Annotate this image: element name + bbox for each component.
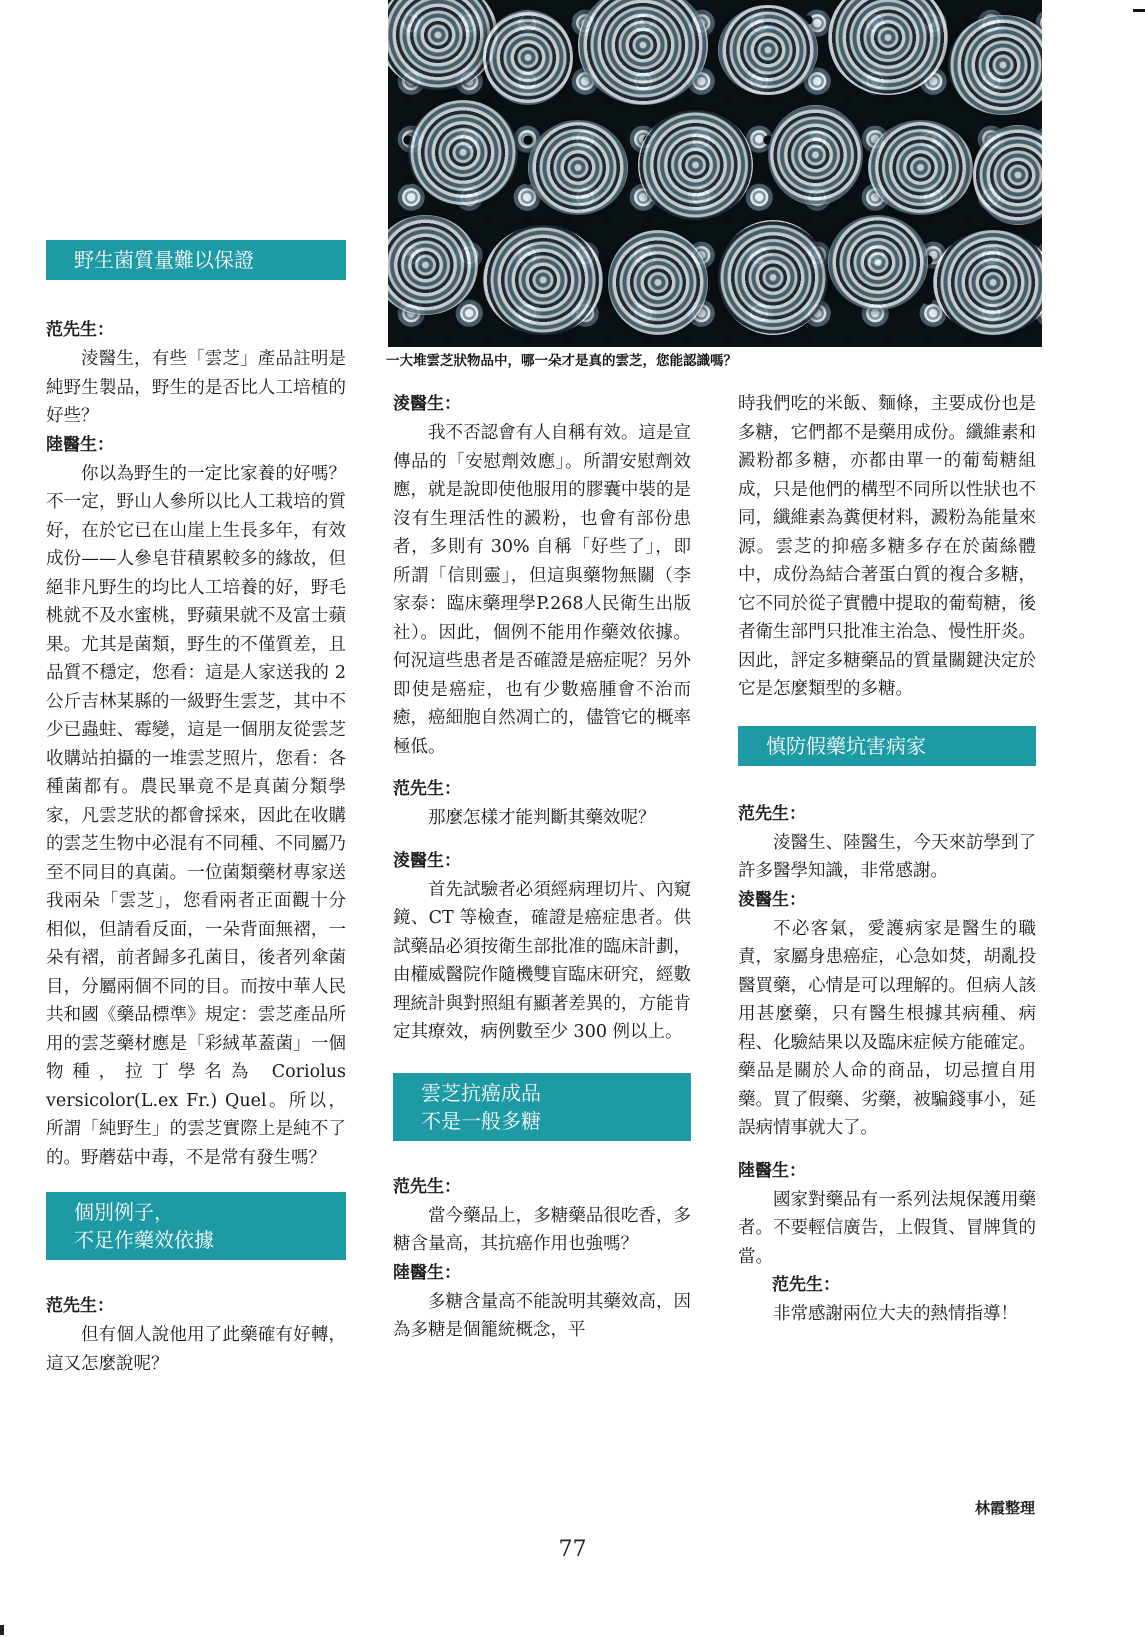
heading-line: 個別例子， [74, 1200, 174, 1224]
section-heading: 慎防假藥坑害病家 [738, 726, 1036, 766]
column-2 [393, 390, 691, 1345]
dialogue-text: 多糖含量高不能說明其藥效高，因為多糖是個籠統概念，平 [393, 1291, 691, 1340]
heading-line: 不是一般多糖 [421, 1108, 541, 1133]
column-1 [46, 240, 346, 1378]
photo-caption: 一大堆雲芝狀物品中，哪一朵才是真的雲芝，您能認識嗎？ [386, 353, 737, 369]
section-heading [393, 1073, 691, 1141]
mushroom-photo [388, 0, 1042, 347]
speaker-label: 陸醫生： [393, 1262, 461, 1283]
speaker-label: 陸醫生： [46, 434, 114, 455]
dialogue-text: 國家對藥品有一系列法規保護用藥者。不要輕信廣告，上假貨、冒牌貨的當。 [738, 1189, 1036, 1267]
speaker-label: 范先生： [772, 1275, 840, 1295]
column-3 [738, 390, 1036, 1329]
dialogue-text: 你以為野生的一定比家養的好嗎？不一定，野山人參所以比人工栽培的質好，在於它已在山崖上生長多年，有效成份——人參皂苷積累較多的緣故，但絕非凡野生的均比人工培養的好，野毛桃就不及水蜜桃，野蘋果就不及富士蘋果。尤其是菌類，野生的不僅質差，且品質不穩定，您看：這是人家送我的 2 公斤吉林某縣的一級野生雲芝，其中不少已蟲蛀、霉變，這是一個朋友從雲芝收購站拍攝的一堆雲芝照片，您看：各種菌都有。農民畢竟不是真菌分類學家，凡雲芝狀的都會採來，因此在收購的雲芝生物中必混有不同種、不同屬乃至不同目的真菌。一位菌類藥材專家送我兩朵「雲芝」，您看兩者正面觀十分相似，但請看反面，一朵背面無褶，一朵有褶，前者歸多孔菌目，後者列傘菌目，分屬兩個不同的目。而按中華人民共和國《藥品標準》規定：雲芝產品所用的雲芝藥材應是「彩絨革蓋菌」一個物種，拉丁學名為 Coriolus versicolor(L.ex Fr.) Quel。所以，所謂「純野生」的雲芝實際上是純不了的。野蘑菇中毒，不是常有發生嗎？ [46, 463, 346, 1168]
section-heading [46, 1192, 346, 1260]
editor-credit: 林霞整理 [974, 1499, 1035, 1517]
dialogue-text: 那麼怎樣才能判斷其藥效呢？ [428, 808, 656, 828]
speaker-label: 范先生： [46, 1296, 114, 1316]
speaker-label: 淩醫生： [738, 889, 806, 910]
dialogue-text: 當今藥品上，多糖藥品很吃香，多糖含量高，其抗癌作用也強嗎？ [393, 1205, 691, 1254]
speaker-label: 淩醫生： [393, 394, 461, 414]
speaker-label: 陸醫生： [738, 1160, 806, 1181]
dialogue-text: 我不否認會有人自稱有效。這是宣傳品的「安慰劑效應」。所謂安慰劑效應，就是說即使他服用的膠囊中裝的是沒有生理活性的澱粉，也會有部份患者，多則有 30% 自稱「好些了」，即所謂「信則靈」，但這與藥物無關（李家泰：臨床藥理學P.268人民衛生出版社）。因此，個例不能用作藥效依據。何況這些患者是否確證是癌症呢？另外即使是癌症，也有少數癌腫會不治而癒，癌細胞自然凋亡的，儘管它的概率極低。 [393, 423, 691, 757]
dialogue-text: 不必客氣，愛護病家是醫生的職責，家屬身患癌症，心急如焚，胡亂投醫買藥，心情是可以理解的。但病人該用甚麼藥，只有醫生根據其病種、病程、化驗結果以及臨床症候方能確定。藥品是關於人命的商品，切忌擅自用藥。買了假藥、劣藥，被騙錢事小，延誤病情事就大了。 [738, 918, 1036, 1138]
dialogue-text: 時我們吃的米飯、麵條，主要成份也是多糖，它們都不是藥用成份。纖維素和澱粉都多糖，亦都由單一的葡萄糖組成，只是他們的構型不同所以性狀也不同，纖維素為糞便材料，澱粉為能量來源。雲芝的抑癌多糖多存在於菌絲體中，成份為結合著蛋白質的複合多糖，它不同於從子實體中提取的葡萄糖，後者衛生部門只批准主治急、慢性肝炎。因此，評定多糖藥品的質量關鍵決定於它是怎麼類型的多糖。 [738, 394, 1036, 699]
heading-line: 不足作藥效依據 [74, 1228, 214, 1252]
heading-line: 雲芝抗癌成品 [421, 1080, 541, 1105]
speaker-label: 范先生： [46, 320, 114, 340]
speaker-label: 范先生： [738, 803, 806, 824]
dialogue-text: 非常感謝兩位大夫的熱情指導！ [773, 1304, 1018, 1324]
speaker-label: 范先生： [393, 1176, 461, 1197]
dialogue-text: 淩醫生、陸醫生，今天來訪學到了許多醫學知識，非常感謝。 [738, 832, 1036, 881]
page-number: 77 [558, 1537, 587, 1562]
dialogue-text: 淩醫生，有些「雲芝」產品註明是純野生製品，野生的是否比人工培植的好些？ [46, 349, 346, 426]
dialogue-text: 首先試驗者必須經病理切片、內窺鏡、CT 等檢查，確證是癌症患者。供試藥品必須按衛生部批准的臨床計劃，由權威醫院作隨機雙盲臨床研究，經數理統計與對照組有顯著差異的，方能肯定其療效，病例數至少 300 例以上。 [393, 879, 691, 1042]
speaker-label: 淩醫生： [393, 850, 461, 871]
section-heading: 野生菌質量難以保證 [46, 240, 346, 280]
margin-mark [1133, 9, 1145, 12]
margin-mark [0, 1625, 4, 1635]
speaker-label: 范先生： [393, 779, 461, 799]
dialogue-text: 但有個人說他用了此藥確有好轉，這又怎麼說呢？ [46, 1325, 346, 1374]
